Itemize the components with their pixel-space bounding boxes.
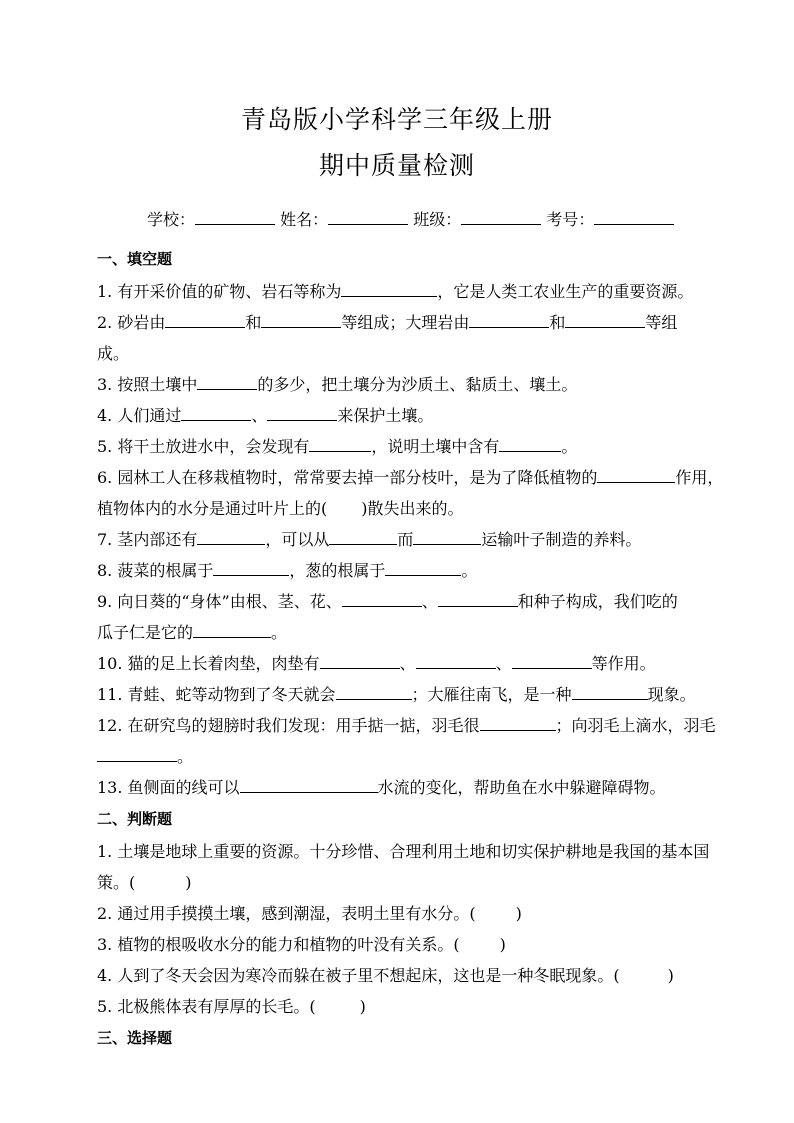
question-1-12: [97, 713, 716, 736]
question-text: 5. 将干土放进水中，会发现有: [97, 437, 310, 456]
answer-blank[interactable]: [261, 311, 341, 328]
question-1-11: [97, 682, 696, 705]
question-text: 现象。: [647, 685, 696, 704]
question-text: 6. 园林工人在移栽植物时，常常要去掉一部分枝叶，是为了降低植物的: [97, 468, 598, 487]
question-text: 等组成；大理岩由: [341, 313, 470, 332]
answer-blank[interactable]: [413, 528, 481, 545]
question-1-9-cont: [97, 620, 287, 643]
question-text: ): [667, 966, 674, 985]
question-text: 12. 在研究鸟的翅膀时我们发现：用手掂一掂，羽毛很: [97, 716, 480, 735]
question-text: ；向羽毛上滴水，羽毛: [555, 716, 716, 735]
question-text: 7. 茎内部还有: [97, 530, 198, 549]
question-1-8: [97, 558, 477, 581]
exam-subtitle: 期中质量检测: [318, 151, 475, 180]
question-text: 、: [421, 592, 438, 611]
name-label: 姓名：: [280, 210, 329, 229]
answer-blank[interactable]: [469, 311, 549, 328]
answer-blank[interactable]: [267, 404, 337, 421]
answer-blank[interactable]: [342, 590, 422, 607]
question-text: 3. 按照土壤中: [97, 375, 198, 394]
question-1-9: [97, 589, 678, 612]
question-2-2: [97, 901, 522, 924]
student-info-line: [147, 207, 674, 230]
question-text: 和: [245, 313, 262, 332]
question-text: 11. 青蛙、蛇等动物到了冬天就会: [97, 685, 336, 704]
question-text: 运输叶子制造的养料。: [481, 530, 642, 549]
question-text: ): [185, 873, 192, 892]
answer-blank[interactable]: [309, 435, 371, 452]
question-1-10: [97, 651, 656, 674]
question-text: 13. 鱼侧面的线可以: [97, 778, 240, 797]
question-text: 、: [495, 654, 512, 673]
answer-blank[interactable]: [341, 280, 437, 297]
question-text: 而: [397, 530, 414, 549]
question-1-4: [97, 403, 433, 426]
answer-blank[interactable]: [197, 528, 265, 545]
question-text: 3. 植物的根吸收水分的能力和植物的叶没有关系。(: [97, 935, 460, 954]
question-2-5: [97, 994, 366, 1017]
question-text: 2. 通过用手摸摸土壤，感到潮湿，表明土里有水分。(: [97, 904, 476, 923]
question-1-13: [97, 775, 666, 798]
number-blank[interactable]: [594, 208, 674, 225]
question-2-1-cont: [97, 870, 192, 893]
question-text: 成。: [97, 344, 130, 363]
answer-blank[interactable]: [499, 435, 561, 452]
question-1-7: [97, 527, 641, 550]
question-1-3: [97, 372, 577, 395]
question-1-6: [97, 465, 723, 488]
class-blank[interactable]: [461, 208, 541, 225]
question-text: ): [499, 935, 506, 954]
question-text: 作用，: [675, 468, 724, 487]
answer-blank[interactable]: [240, 776, 378, 793]
question-text: 植物体内的水分是通过叶片上的(: [97, 499, 328, 518]
question-text: ；大雁往南飞，是一种: [411, 685, 572, 704]
question-text: 。: [561, 437, 578, 456]
question-1-5: [97, 434, 577, 457]
class-label: 班级：: [413, 210, 462, 229]
question-text: 8. 菠菜的根属于: [97, 561, 214, 580]
question-text: 、: [251, 406, 268, 425]
answer-blank[interactable]: [165, 311, 245, 328]
question-1-12-cont: [97, 744, 193, 767]
question-text: 5. 北极熊体表有厚厚的长毛。(: [97, 997, 316, 1016]
answer-blank[interactable]: [416, 652, 496, 669]
name-blank[interactable]: [328, 208, 408, 225]
question-text: 、: [399, 654, 416, 673]
question-2-4: [97, 963, 674, 986]
question-1-2: [97, 310, 677, 333]
answer-blank[interactable]: [97, 745, 177, 762]
question-text: 。: [177, 747, 194, 766]
question-text: 10. 猫的足上长着肉垫，肉垫有: [97, 654, 320, 673]
question-1-1: [97, 279, 693, 302]
question-text: 1. 土壤是地球上重要的资源。十分珍惜、合理利用土地和切实保护耕地是我国的基本国: [97, 842, 710, 861]
question-text: 9. 向日葵的“身体”由根、茎、花、: [97, 592, 342, 611]
question-1-6-cont: [97, 496, 464, 519]
question-text: 策。(: [97, 873, 136, 892]
question-text: ，说明土壤中含有: [371, 437, 500, 456]
question-text: 。: [271, 623, 288, 642]
section-true-false: 二、判断题: [97, 810, 173, 828]
exam-title: 青岛版小学科学三年级上册: [240, 105, 553, 134]
question-text: ，可以从: [265, 530, 330, 549]
section-multiple-choice: 三、选择题: [97, 1029, 173, 1047]
question-text: 瓜子仁是它的: [97, 623, 194, 642]
question-text: 的多少，把土壤分为沙质土、黏质土、壤土。: [257, 375, 578, 394]
answer-blank[interactable]: [385, 559, 461, 576]
question-text: 来保护土壤。: [337, 406, 434, 425]
question-text: 等组: [645, 313, 678, 332]
answer-blank[interactable]: [438, 590, 518, 607]
question-text: ): [359, 997, 366, 1016]
answer-blank[interactable]: [597, 466, 675, 483]
question-text: 4. 人们通过: [97, 406, 182, 425]
question-text: 水流的变化，帮助鱼在水中躲避障碍物。: [377, 778, 666, 797]
question-text: 等作用。: [591, 654, 656, 673]
question-text: ，它是人类工农业生产的重要资源。: [437, 282, 694, 301]
question-text: 1. 有开采价值的矿物、岩石等称为: [97, 282, 342, 301]
question-text: ，葱的根属于: [289, 561, 386, 580]
question-1-2-cont: [97, 341, 129, 364]
school-label: 学校：: [147, 210, 196, 229]
question-text: 4. 人到了冬天会因为寒冷而躲在被子里不想起床，这也是一种冬眠现象。(: [97, 966, 620, 985]
answer-blank[interactable]: [565, 311, 645, 328]
answer-blank[interactable]: [181, 404, 251, 421]
question-text: )散失出来的。: [361, 499, 464, 518]
question-text: 和: [549, 313, 566, 332]
question-2-3: [97, 932, 506, 955]
question-text: 2. 砂岩由: [97, 313, 166, 332]
answer-blank[interactable]: [197, 373, 257, 390]
answer-blank[interactable]: [193, 621, 271, 638]
answer-blank[interactable]: [480, 714, 556, 731]
question-2-1: [97, 839, 709, 862]
answer-blank[interactable]: [320, 652, 400, 669]
section-fill-in: 一、填空题: [97, 250, 173, 268]
question-text: 。: [461, 561, 478, 580]
answer-blank[interactable]: [336, 683, 412, 700]
question-text: ): [515, 904, 522, 923]
number-label: 考号：: [546, 210, 595, 229]
answer-blank[interactable]: [213, 559, 289, 576]
school-blank[interactable]: [195, 208, 275, 225]
answer-blank[interactable]: [512, 652, 592, 669]
question-text: 和种子构成，我们吃的: [517, 592, 678, 611]
answer-blank[interactable]: [572, 683, 648, 700]
answer-blank[interactable]: [329, 528, 397, 545]
